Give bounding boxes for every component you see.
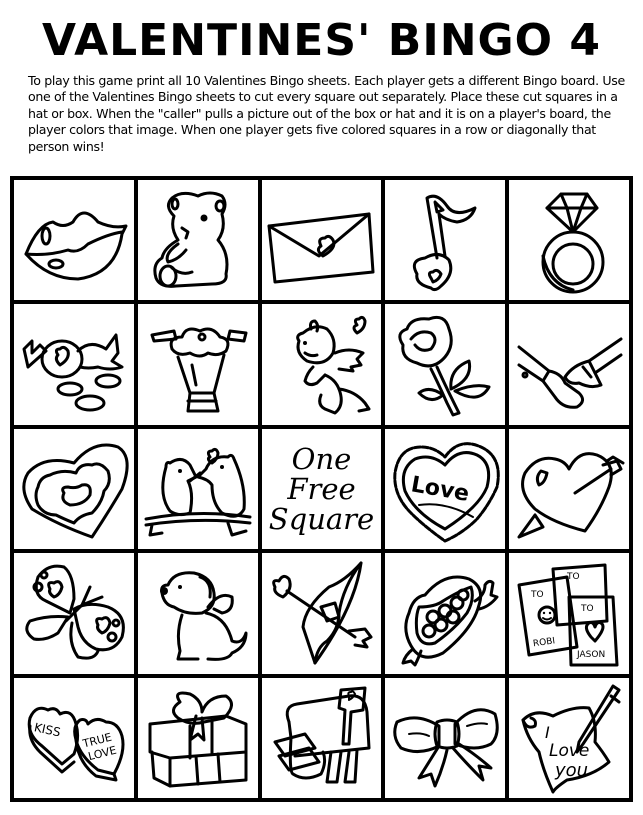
lips-icon bbox=[18, 184, 130, 296]
svg-text:ROBI: ROBI bbox=[532, 636, 556, 650]
svg-text:you: you bbox=[555, 759, 589, 781]
candy-hearts-icon bbox=[18, 682, 130, 794]
milkshake-icon bbox=[142, 309, 254, 421]
mailbox-icon bbox=[265, 682, 377, 794]
cell-valentine-cards[interactable] bbox=[509, 553, 629, 673]
envelope-heart-icon bbox=[265, 184, 377, 296]
cell-love-birds[interactable] bbox=[138, 429, 258, 549]
svg-text:TO: TO bbox=[581, 604, 594, 615]
cell-rose[interactable] bbox=[385, 304, 505, 424]
cell-love-note[interactable] bbox=[509, 678, 629, 798]
love-heart-icon bbox=[389, 433, 501, 545]
svg-text:Love: Love bbox=[409, 472, 472, 508]
svg-text:I: I bbox=[545, 722, 550, 742]
puppy-icon bbox=[142, 557, 254, 669]
cell-puppy[interactable] bbox=[138, 553, 258, 673]
butterfly-icon bbox=[18, 557, 130, 669]
gift-box-icon bbox=[142, 682, 254, 794]
cell-gift[interactable] bbox=[138, 678, 258, 798]
cell-free-square[interactable] bbox=[262, 429, 382, 549]
cell-candy-hearts[interactable] bbox=[14, 678, 134, 798]
svg-text:Love: Love bbox=[549, 740, 590, 761]
cell-heart-arrow[interactable] bbox=[509, 429, 629, 549]
cell-candy[interactable] bbox=[14, 304, 134, 424]
love-note-icon bbox=[513, 682, 625, 794]
heart-arrow-icon bbox=[513, 433, 625, 545]
love-birds-icon bbox=[142, 433, 254, 545]
music-note-heart-icon bbox=[389, 184, 501, 296]
cell-bow[interactable] bbox=[385, 678, 505, 798]
cell-envelope-heart[interactable] bbox=[262, 180, 382, 300]
cupid-icon bbox=[265, 309, 377, 421]
cell-teddy-bear[interactable] bbox=[138, 180, 258, 300]
lace-heart-icon bbox=[18, 433, 130, 545]
cell-music-note-heart[interactable] bbox=[385, 180, 505, 300]
svg-text:TO: TO bbox=[567, 572, 580, 583]
chocolate-box-icon bbox=[389, 557, 501, 669]
cell-chocolate-box[interactable] bbox=[385, 553, 505, 673]
svg-text:LOVE: LOVE bbox=[86, 743, 118, 764]
instructions-text: To play this game print all 10 Valentines Bingo sheets. Each player gets a different Bingo board. Use one of the Valentines Bingo sheets to cut every square out separately. Place these cut squares in a hat or box. When the "caller" pulls a picture out of the box or hat and it is on a player's board, the player colors that image. When one player gets five colored squares in a row or diagonally that person wins! bbox=[28, 73, 625, 154]
svg-text:TRUE: TRUE bbox=[81, 730, 114, 751]
bingo-board bbox=[10, 176, 633, 802]
svg-text:TO: TO bbox=[531, 590, 544, 601]
cell-lips[interactable] bbox=[14, 180, 134, 300]
cell-lace-heart[interactable] bbox=[14, 429, 134, 549]
svg-text:JASON: JASON bbox=[577, 650, 606, 661]
teddy-bear-icon bbox=[142, 184, 254, 296]
cell-love-heart[interactable] bbox=[385, 429, 505, 549]
diamond-ring-icon bbox=[513, 184, 625, 296]
bow-arrow-icon bbox=[265, 557, 377, 669]
cell-cupid[interactable] bbox=[262, 304, 382, 424]
cell-bow-arrow[interactable] bbox=[262, 553, 382, 673]
cell-diamond-ring[interactable] bbox=[509, 180, 629, 300]
cell-butterfly[interactable] bbox=[14, 553, 134, 673]
rose-icon bbox=[389, 309, 501, 421]
page-title: VALENTINES' BINGO 4 bbox=[42, 15, 601, 66]
svg-text:KISS: KISS bbox=[32, 720, 62, 740]
cell-handshake[interactable] bbox=[509, 304, 629, 424]
candy-icon bbox=[18, 309, 130, 421]
bow-ribbon-icon bbox=[389, 682, 501, 794]
free-square-text: One Free Square bbox=[268, 441, 375, 536]
handshake-icon bbox=[513, 309, 625, 421]
cell-mailbox[interactable] bbox=[262, 678, 382, 798]
cell-milkshake[interactable] bbox=[138, 304, 258, 424]
valentine-cards-icon bbox=[513, 557, 625, 669]
